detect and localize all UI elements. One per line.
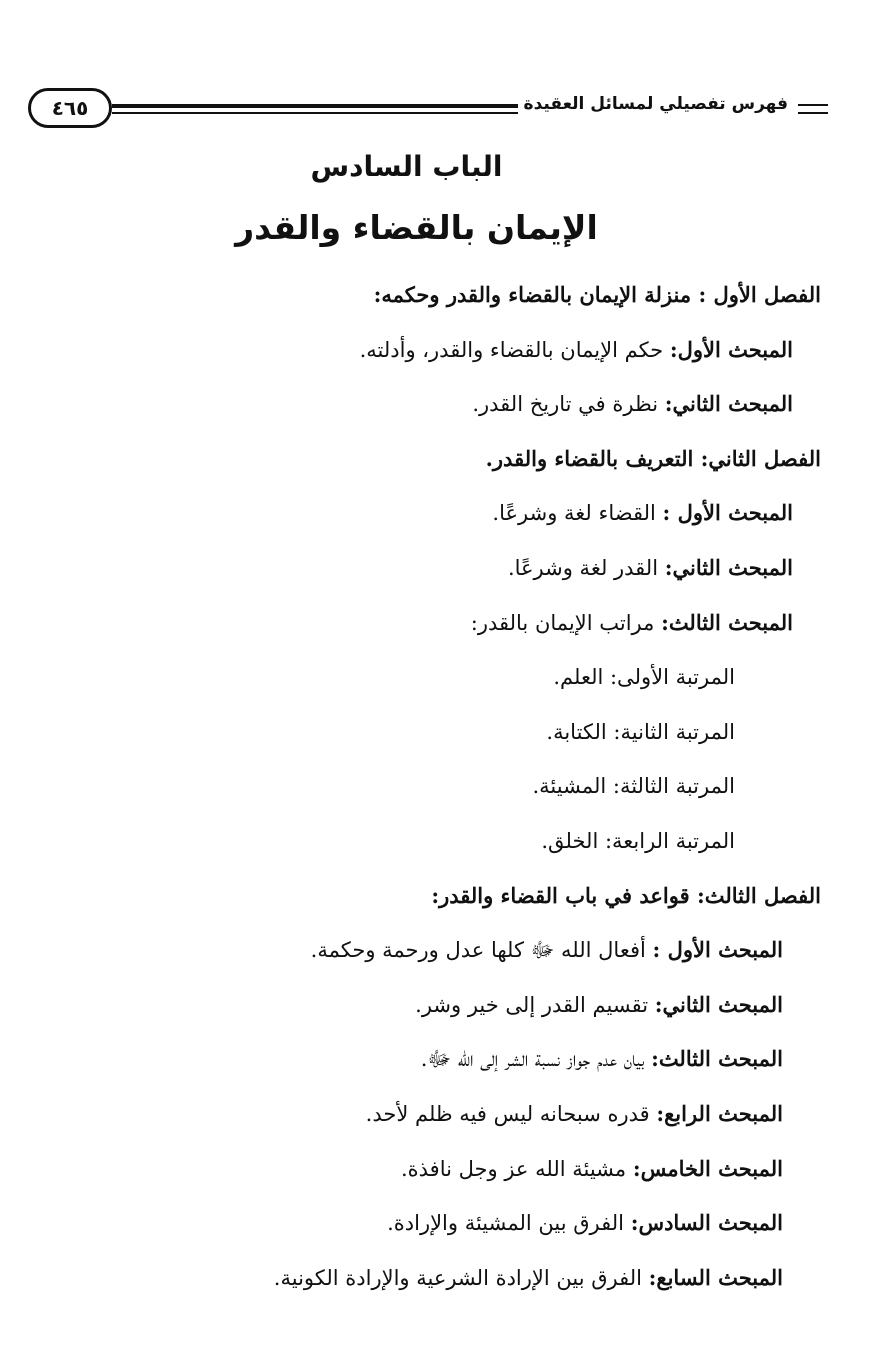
toc-text: المرتبة الثالثة: المشيئة. bbox=[532, 774, 735, 799]
chapter-title: الباب السادس bbox=[310, 150, 503, 183]
toc-topic bbox=[31, 596, 821, 651]
toc-text: تقسيم القدر إلى خير وشر. bbox=[415, 992, 655, 1017]
toc-topic bbox=[31, 978, 821, 1033]
header-end-dash bbox=[798, 112, 828, 114]
toc-level bbox=[31, 705, 821, 760]
toc-label: الفصل الأول : bbox=[698, 282, 821, 307]
toc-label: المبحث الثاني: bbox=[664, 391, 793, 417]
toc-label: المبحث الثاني: bbox=[654, 991, 783, 1017]
toc-text: أفعال الله ﷻ كلها عدل ورحمة وحكمة. bbox=[310, 938, 653, 963]
toc-topic bbox=[31, 323, 821, 378]
chapter-subtitle: الإيمان بالقضاء والقدر bbox=[235, 208, 598, 247]
toc-label: المبحث الثاني: bbox=[664, 554, 793, 580]
toc-text: الفرق بين المشيئة والإرادة. bbox=[387, 1211, 631, 1236]
toc-label: المبحث الخامس: bbox=[632, 1155, 783, 1181]
toc-label: المبحث الأول : bbox=[662, 500, 793, 526]
toc-label: المبحث السابع: bbox=[648, 1264, 783, 1290]
toc-topic bbox=[31, 377, 821, 432]
toc-label: المبحث الأول : bbox=[652, 937, 783, 963]
toc-topic bbox=[31, 1087, 821, 1142]
toc-text: المرتبة الأولى: العلم. bbox=[553, 665, 735, 690]
toc-text: القدر لغة وشرعًا. bbox=[507, 555, 665, 580]
toc-topic bbox=[31, 1142, 821, 1197]
toc-text: نظرة في تاريخ القدر. bbox=[472, 392, 665, 417]
toc-text: الفرق بين الإرادة الشرعية والإرادة الكونية. bbox=[273, 1265, 649, 1290]
toc-topic bbox=[31, 1251, 821, 1306]
toc-label: الفصل الثالث: bbox=[696, 882, 821, 908]
toc-topic bbox=[31, 541, 821, 596]
toc-level bbox=[31, 759, 821, 814]
toc-text: قواعد في باب القضاء والقدر: bbox=[431, 882, 697, 908]
toc-topic bbox=[31, 923, 821, 978]
toc-label: المبحث السادس: bbox=[630, 1210, 783, 1236]
toc-level bbox=[31, 814, 821, 869]
toc-label: المبحث الرابع: bbox=[656, 1100, 783, 1126]
table-of-contents bbox=[31, 268, 821, 1305]
toc-text: بيان عدم جواز نسبة الشر إلى الله ﷻ. bbox=[420, 1047, 652, 1072]
toc-topic bbox=[31, 1032, 821, 1087]
toc-label: الفصل الثاني: bbox=[700, 445, 821, 471]
page-header bbox=[28, 88, 828, 132]
toc-section bbox=[31, 432, 821, 487]
toc-text: مراتب الإيمان بالقدر: bbox=[470, 610, 662, 635]
page-number: ٤٦٥ bbox=[28, 88, 112, 128]
toc-label: المبحث الثالث: bbox=[651, 1046, 783, 1072]
toc-text: القضاء لغة وشرعًا. bbox=[492, 501, 663, 526]
toc-label: المبحث الثالث: bbox=[661, 609, 793, 635]
toc-topic bbox=[31, 1196, 821, 1251]
toc-section bbox=[31, 268, 821, 323]
toc-text: منزلة الإيمان بالقضاء والقدر وحكمه: bbox=[373, 282, 699, 307]
toc-text: قدره سبحانه ليس فيه ظلم لأحد. bbox=[365, 1101, 657, 1126]
toc-section bbox=[31, 869, 821, 924]
toc-text: مشيئة الله عز وجل نافذة. bbox=[400, 1156, 633, 1181]
toc-label: المبحث الأول: bbox=[669, 336, 793, 362]
toc-text: حكم الإيمان بالقضاء والقدر، وأدلته. bbox=[359, 337, 670, 362]
toc-level bbox=[31, 650, 821, 705]
toc-text: المرتبة الثانية: الكتابة. bbox=[546, 719, 735, 744]
toc-text: المرتبة الرابعة: الخلق. bbox=[541, 828, 735, 853]
toc-text: التعريف بالقضاء والقدر. bbox=[485, 445, 701, 471]
running-title: فهرس تفصيلي لمسائل العقيدة bbox=[518, 94, 794, 114]
toc-topic bbox=[31, 486, 821, 541]
header-end-dash bbox=[798, 104, 828, 106]
